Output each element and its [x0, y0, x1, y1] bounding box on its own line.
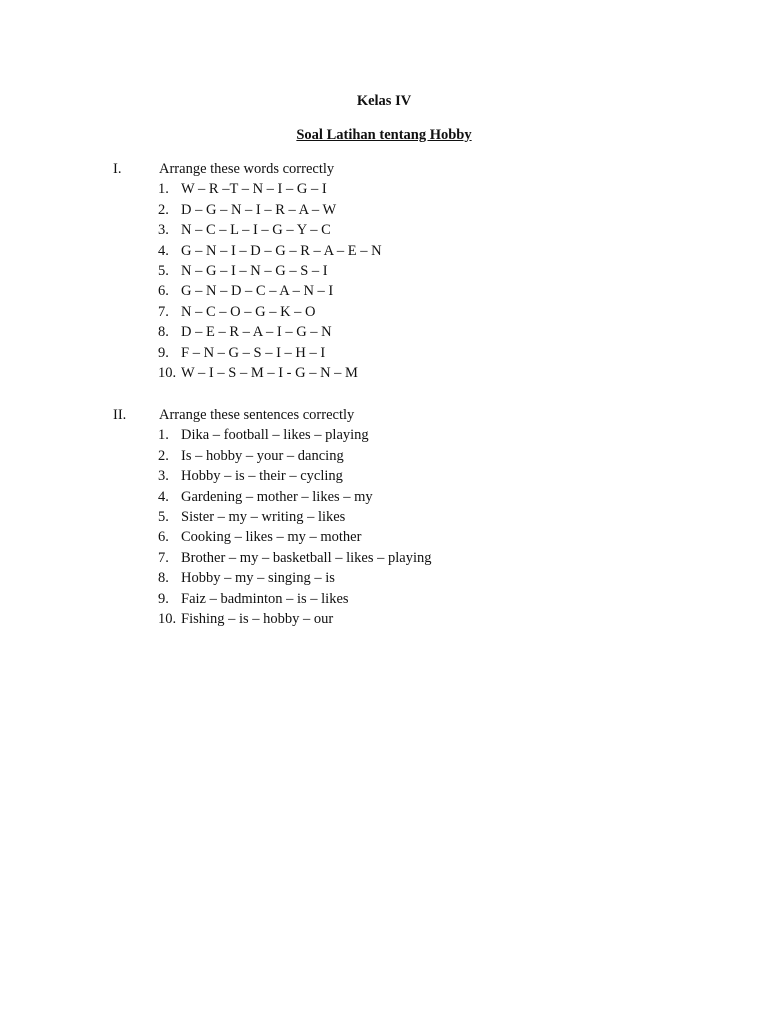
item-text: Cooking – likes – my – mother [181, 529, 362, 546]
item-text: Sister – my – writing – likes [181, 508, 346, 525]
item-text: Fishing – is – hobby – our [181, 610, 334, 627]
item-text: Hobby – my – singing – is [181, 570, 335, 587]
item-number: 10. [158, 610, 177, 627]
item-number: 4. [158, 242, 169, 259]
item-number: 6. [158, 529, 169, 546]
item-number: 3. [158, 222, 169, 239]
class-label: Kelas IV [356, 93, 412, 109]
item-text: F – N – G – S – I – H – I [181, 344, 326, 361]
item-text: N – G – I – N – G – S – I [181, 262, 328, 279]
item-text: G – N – D – C – A – N – I [181, 283, 334, 300]
item-number: 4. [158, 488, 169, 505]
item-number: 2. [158, 447, 169, 464]
item-text: N – C – L – I – G – Y – C [181, 222, 331, 239]
item-number: 1. [158, 181, 169, 198]
item-number: 9. [158, 590, 169, 607]
item-text: Hobby – is – their – cycling [181, 468, 343, 485]
item-text: W – R –T – N – I – G – I [181, 181, 327, 198]
item-text: G – N – I – D – G – R – A – E – N [181, 242, 382, 259]
item-number: 2. [158, 201, 169, 218]
item-text: Is – hobby – your – dancing [181, 447, 344, 464]
document-title: Soal Latihan tentang Hobby [296, 127, 472, 143]
item-text: W – I – S – M – I - G – N – M [181, 364, 358, 381]
item-number: 5. [158, 508, 169, 525]
item-number: 3. [158, 468, 169, 485]
item-text: Brother – my – basketball – likes – playing [181, 549, 432, 566]
item-text: Gardening – mother – likes – my [181, 488, 373, 505]
item-number: 8. [158, 570, 169, 587]
item-number: 10. [158, 364, 177, 381]
item-text: N – C – O – G – K – O [181, 303, 316, 320]
item-number: 9. [158, 344, 169, 361]
item-number: 6. [158, 283, 169, 300]
item-text: D – G – N – I – R – A – W [181, 201, 337, 218]
item-text: Faiz – badminton – is – likes [181, 590, 349, 607]
item-text: Dika – football – likes – playing [181, 427, 369, 444]
section-numeral: II. [113, 407, 127, 423]
item-number: 1. [158, 427, 169, 444]
item-text: D – E – R – A – I – G – N [181, 324, 332, 341]
item-number: 8. [158, 324, 169, 341]
section-instruction: Arrange these words correctly [159, 161, 335, 177]
item-number: 7. [158, 303, 169, 320]
section-numeral: I. [113, 161, 122, 177]
item-number: 7. [158, 549, 169, 566]
section-instruction: Arrange these sentences correctly [159, 407, 355, 423]
item-number: 5. [158, 262, 169, 279]
